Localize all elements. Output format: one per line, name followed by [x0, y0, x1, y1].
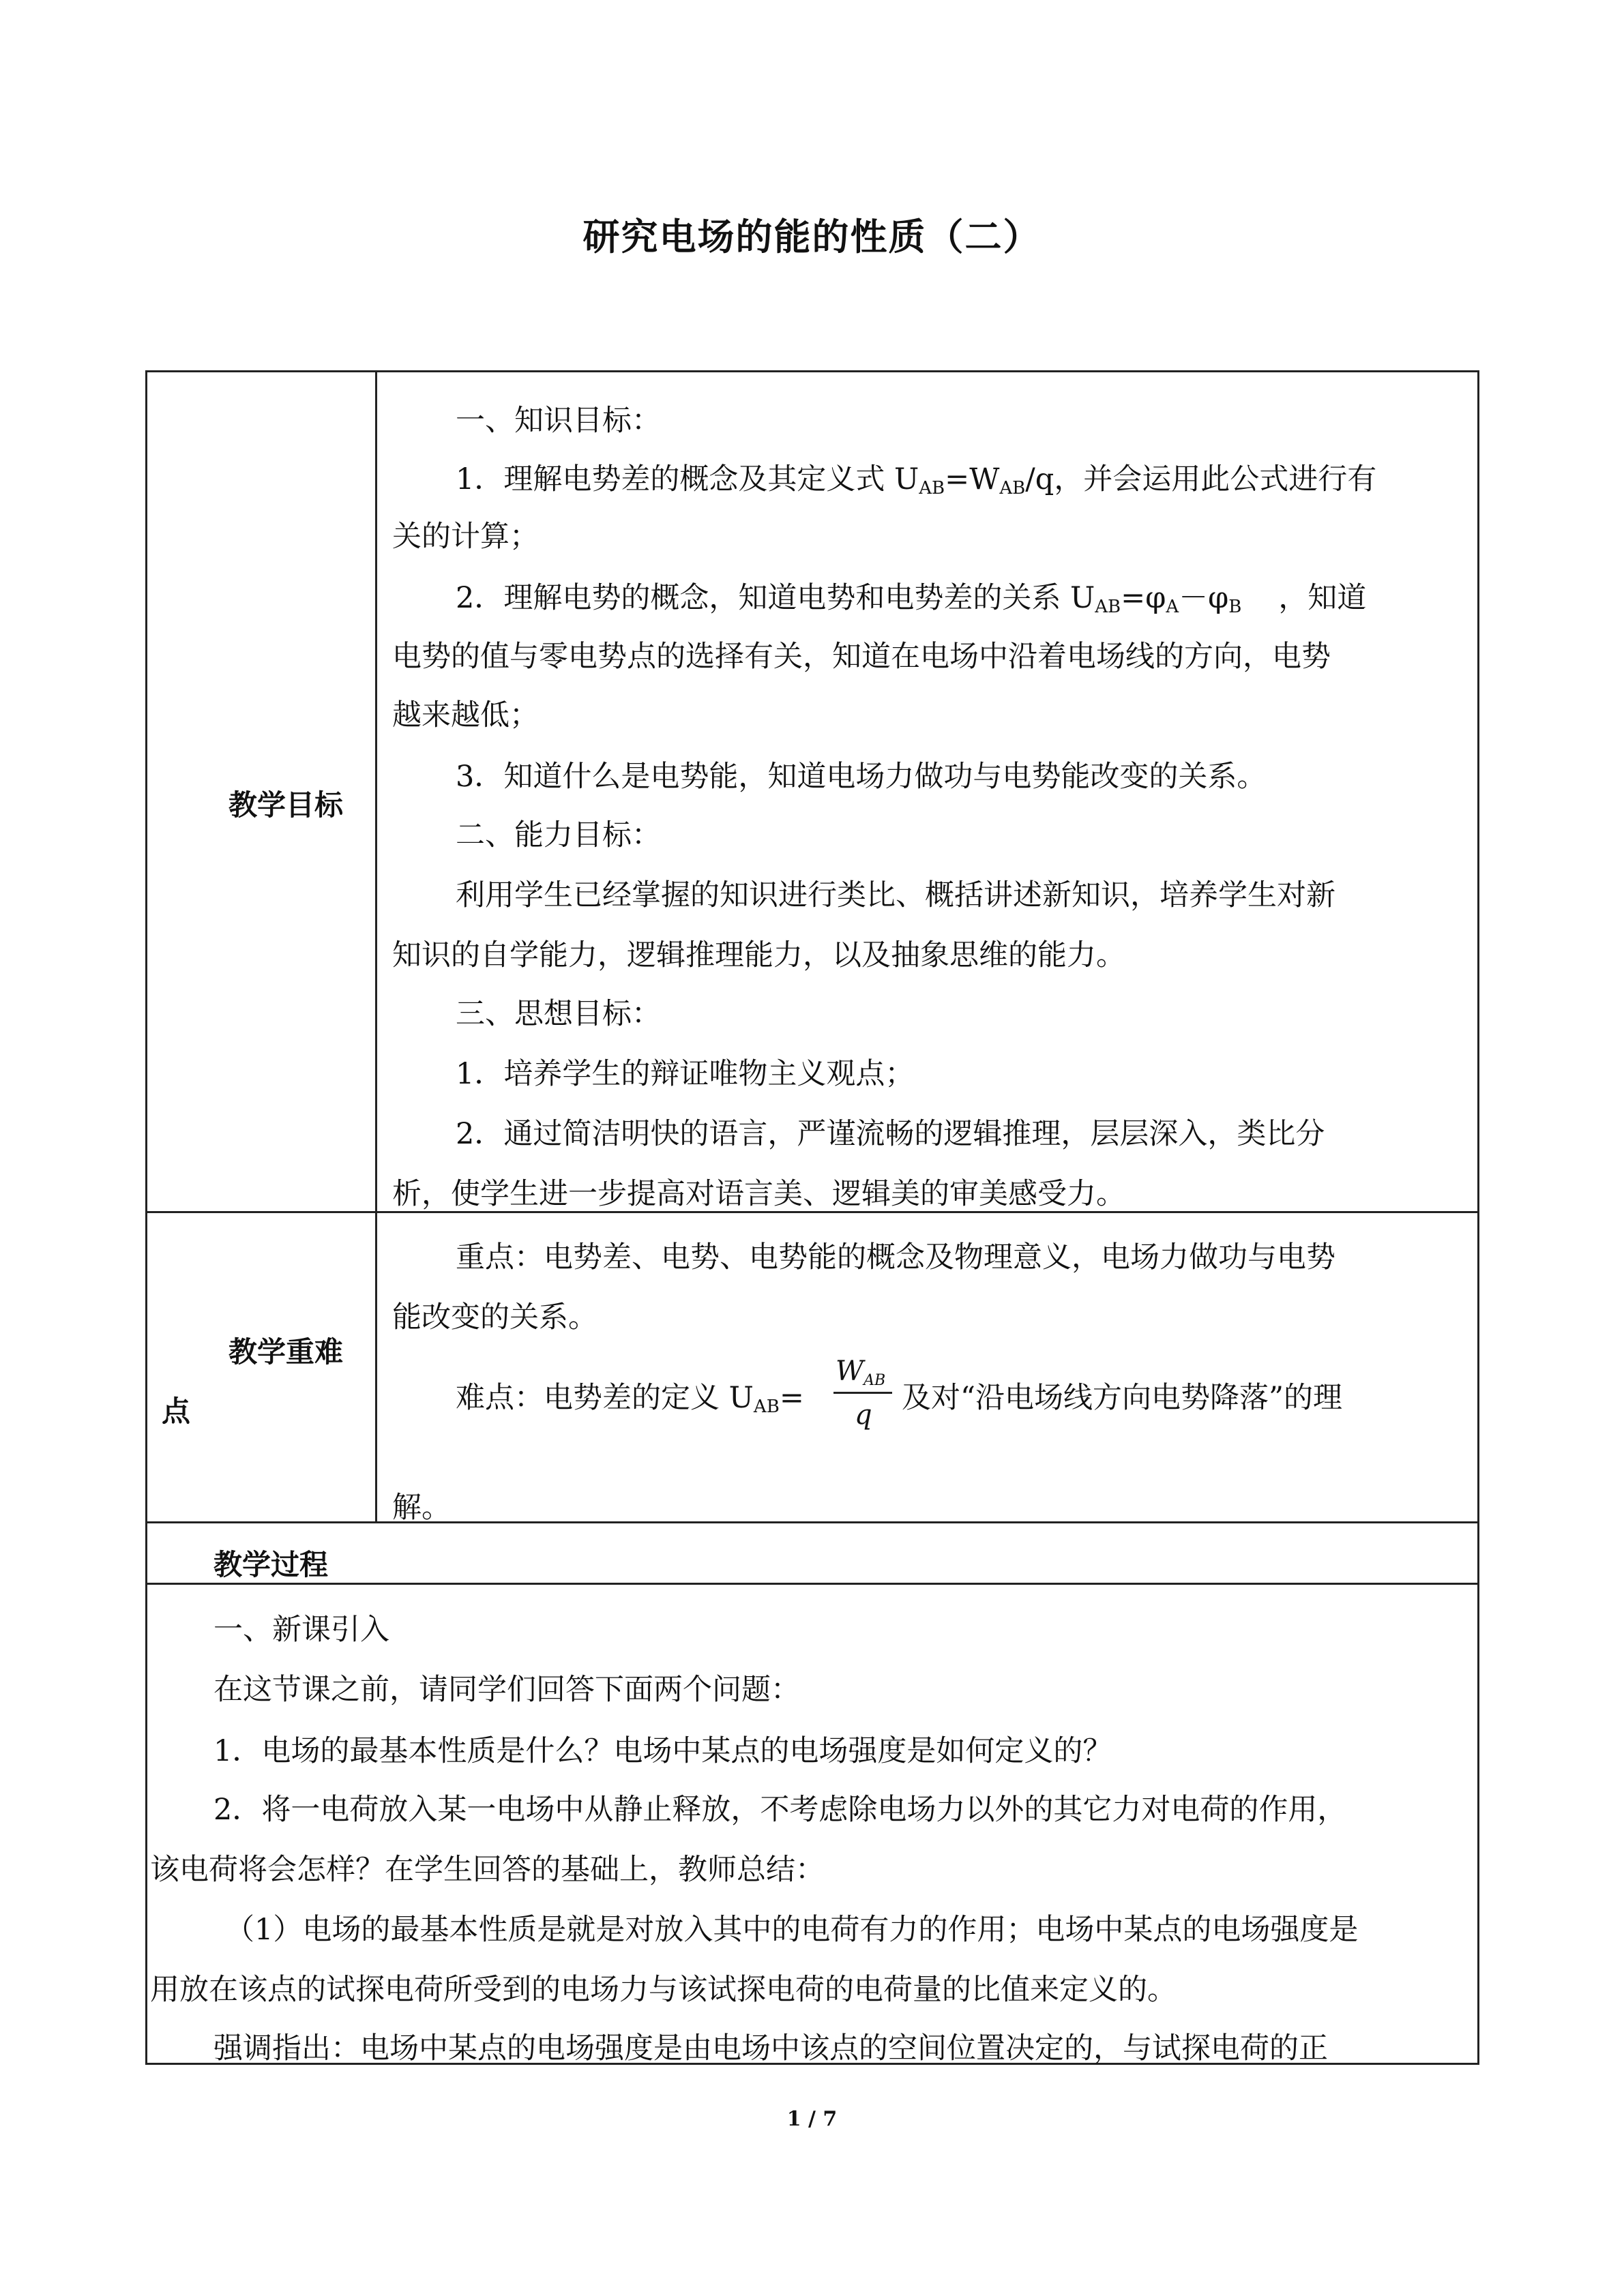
difficulty-line: 及对“沿电场线方向电势降落”的理 — [902, 1381, 1342, 1415]
objective-line: 二、能力目标： — [456, 818, 661, 852]
process-line: 一、新课引入 — [213, 1613, 389, 1647]
formula-potential-relation: $U_{AB}=\varphi_A-\varphi_B$ — [1070, 581, 1242, 617]
formula-potential-difference: $U_{AB}=W_{AB}/q$ — [894, 462, 1054, 498]
fraction-numerator: $W_{AB}$ — [836, 1356, 886, 1389]
row-divider-keypoints — [145, 1521, 1479, 1523]
objective-line: 知识的自学能力，逻辑推理能力，以及抽象思维的能力。 — [392, 938, 1125, 972]
process-line: （1）电场的最基本性质是就是对放入其中的电荷有力的作用；电场中某点的电场强度是 — [225, 1913, 1359, 1947]
row-divider-process-header — [145, 1583, 1479, 1585]
objective-line: 3．知道什么是电势能，知道电场力做功与电势能改变的关系。 — [456, 760, 1267, 794]
objective-line: 关的计算； — [392, 520, 539, 554]
objective-line: 利用学生已经掌握的知识进行类比、概括讲述新知识，培养学生对新 — [456, 878, 1335, 912]
objective-line: 一、知识目标： — [456, 404, 661, 438]
focus-line: 重点：电势差、电势、电势能的概念及物理意义，电场力做功与电势 — [456, 1240, 1335, 1274]
process-line: 强调指出：电场中某点的电场强度是由电场中该点的空间位置决定的，与试探电荷的正 — [213, 2031, 1328, 2066]
process-line: 2．将一电荷放入某一电场中从静止释放，不考虑除电场力以外的其它力对电荷的作用， — [213, 1793, 1347, 1827]
objective-line: 三、思想目标： — [456, 997, 661, 1031]
process-line: 1．电场的最基本性质是什么？电场中某点的电场强度是如何定义的？ — [213, 1734, 1112, 1768]
process-line: 在这节课之前，请同学们回答下面两个问题： — [213, 1673, 800, 1707]
page-number: 1 / 7 — [786, 2107, 838, 2131]
objective-line: 1．培养学生的辩证唯物主义观点； — [456, 1057, 915, 1091]
objective-line: 越来越低； — [392, 698, 539, 732]
column-divider — [375, 370, 377, 1523]
difficulty-line: 解。 — [392, 1491, 451, 1525]
process-line: 该电荷将会怎样？在学生回答的基础上，教师总结： — [150, 1853, 825, 1887]
objective-line: 电势的值与零电势点的选择有关，知道在电场中沿着电场线的方向，电势 — [392, 640, 1331, 674]
process-label: 教学过程 — [213, 1548, 329, 1581]
keypoints-label-line2: 点 — [162, 1395, 191, 1428]
focus-line: 能改变的关系。 — [392, 1300, 597, 1335]
page-title: 研究电场的能的性质（二） — [582, 215, 1042, 258]
fraction-denominator: q — [855, 1399, 872, 1431]
fraction-bar — [833, 1392, 892, 1394]
objective-line: 2．通过简洁明快的语言，严谨流畅的逻辑推理，层层深入，类比分 — [456, 1117, 1325, 1151]
process-line: 用放在该点的试探电荷所受到的电场力与该试探电荷的电荷量的比值来定义的。 — [150, 1973, 1177, 2007]
keypoints-label-line1: 教学重难 — [228, 1335, 344, 1369]
objective-line: 1．理解电势差的概念及其定义式 $U_{AB}=W_{AB}/q$，并会运用此公式进行有 — [456, 462, 1377, 498]
objective-line: 析，使学生进一步提高对语言美、逻辑美的审美感受力。 — [392, 1177, 1125, 1211]
objective-line: 2．理解电势的概念，知道电势和电势差的关系 $U_{AB}=\varphi_A-\varphi_B$ ，知道 — [456, 581, 1367, 617]
objectives-label: 教学目标 — [228, 788, 344, 822]
difficulty-line: 难点：电势差的定义 $U_{AB}=$ — [456, 1381, 804, 1417]
